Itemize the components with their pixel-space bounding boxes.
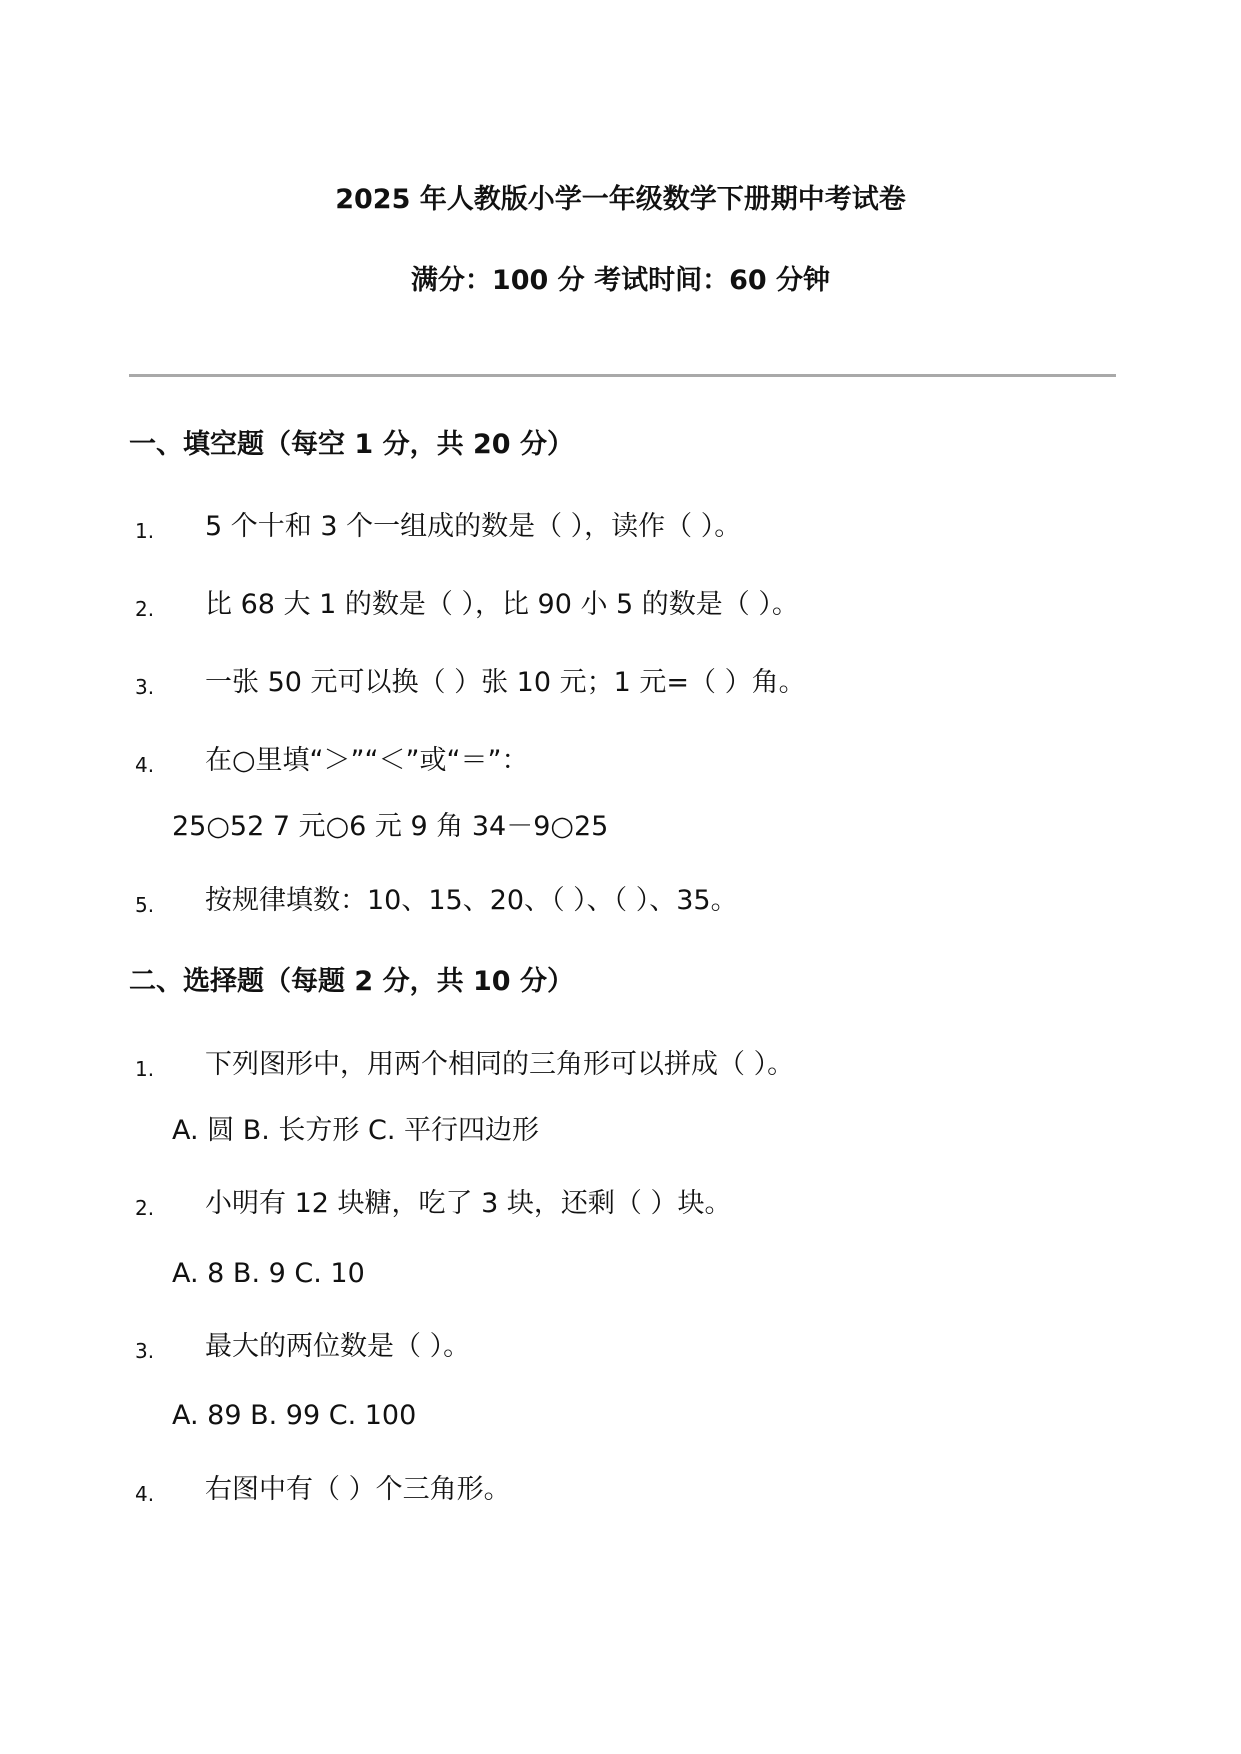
question-number: 2.	[135, 597, 155, 621]
question-text: 比 68 大 1 的数是（ ），比 90 小 5 的数是（ ）。	[205, 589, 799, 620]
question-text: 下列图形中，用两个相同的三角形可以拼成（ ）。	[205, 1049, 795, 1080]
question-subline: 25○52 7 元○6 元 9 角 34－9○25	[172, 811, 609, 842]
question-options: A. 圆 B. 长方形 C. 平行四边形	[172, 1115, 540, 1146]
question-number: 3.	[135, 675, 155, 699]
question-number: 5.	[135, 893, 155, 917]
question-number: 1.	[135, 1057, 155, 1081]
question-text: 一张 50 元可以换（ ）张 10 元；1 元=（ ）角。	[205, 667, 806, 698]
question-number: 3.	[135, 1339, 155, 1363]
question-options: A. 8 B. 9 C. 10	[172, 1258, 365, 1289]
question-text: 5 个十和 3 个一组成的数是（ ），读作（ ）。	[205, 511, 742, 542]
header-divider	[129, 374, 1116, 377]
exam-title: 2025 年人教版小学一年级数学下册期中考试卷	[335, 184, 906, 215]
section-heading-multiple-choice: 二、选择题（每题 2 分，共 10 分）	[129, 966, 574, 997]
question-text: 小明有 12 块糖，吃了 3 块，还剩（ ）块。	[205, 1188, 732, 1219]
question-options: A. 89 B. 99 C. 100	[172, 1400, 417, 1431]
question-text: 最大的两位数是（ ）。	[205, 1331, 471, 1362]
question-number: 2.	[135, 1196, 155, 1220]
exam-subtitle: 满分：100 分 考试时间：60 分钟	[410, 265, 831, 296]
question-text: 按规律填数：10、15、20、（ ）、（ ）、35。	[205, 885, 738, 916]
question-text: 在○里填“＞”“＜”或“＝”：	[205, 745, 529, 776]
question-number: 1.	[135, 519, 155, 543]
question-number: 4.	[135, 753, 155, 777]
question-number: 4.	[135, 1482, 155, 1506]
question-text: 右图中有（ ）个三角形。	[205, 1474, 511, 1505]
section-heading-fill-in: 一、填空题（每空 1 分，共 20 分）	[129, 429, 574, 460]
